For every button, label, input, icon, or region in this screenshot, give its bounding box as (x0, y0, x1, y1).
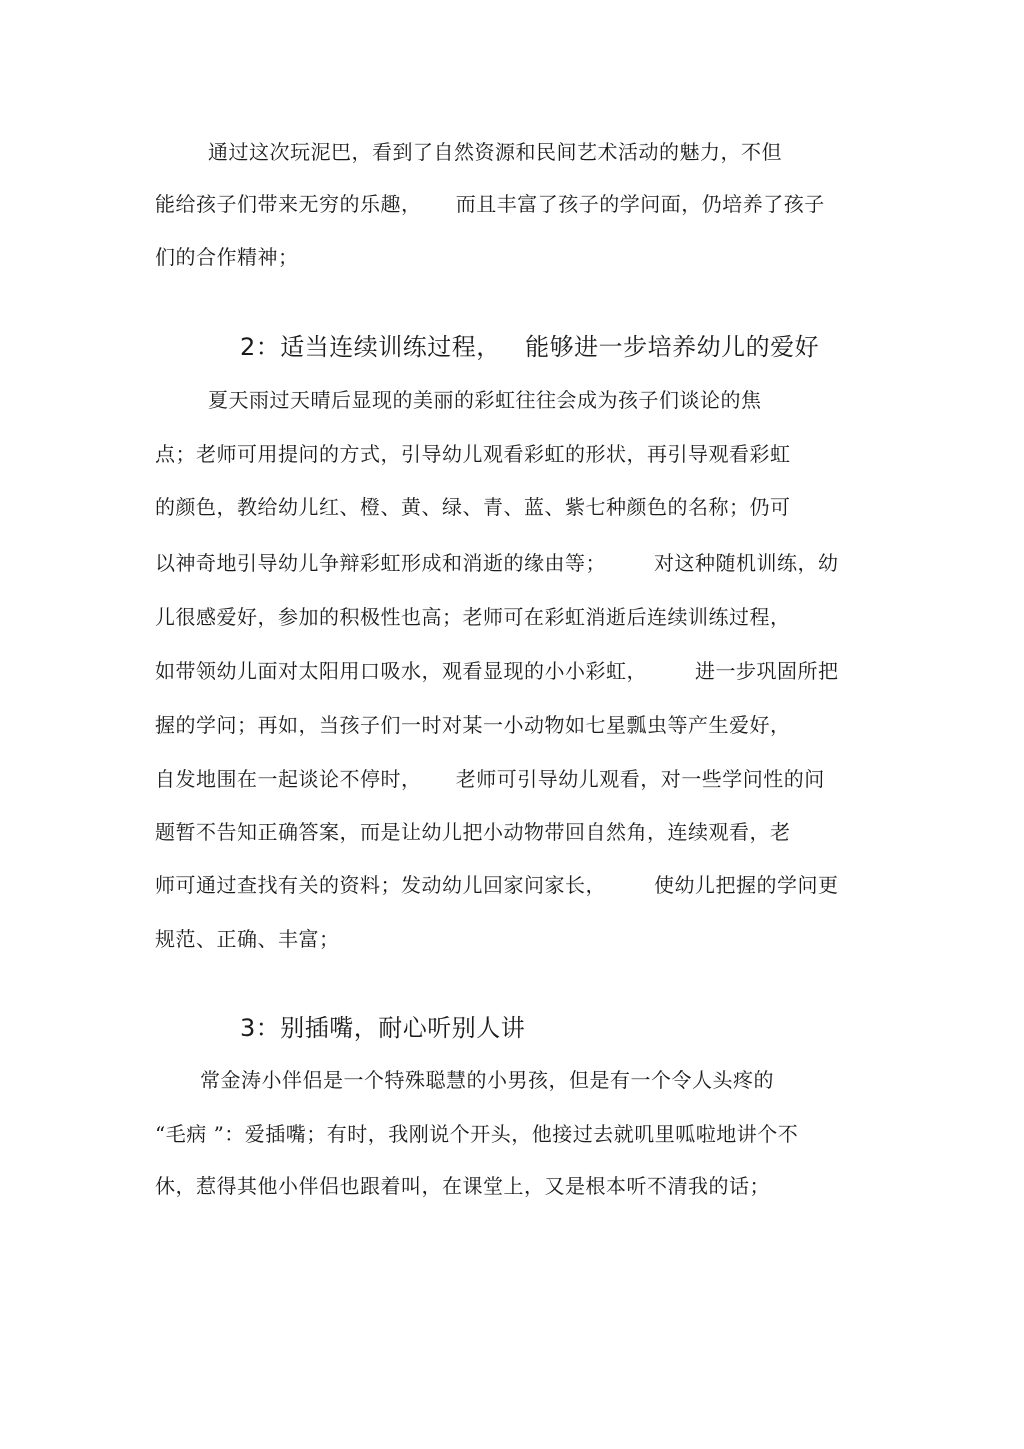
section-2-line-5: 儿很感爱好，参加的积极性也高；老师可在彩虹消逝后连续训练过程， (155, 605, 791, 629)
section-2-line-7: 握的学问；再如，当孩子们一时对某一小动物如七星瓢虫等产生爱好， (155, 713, 791, 737)
section-2-heading: 2：适当连续训练过程， 能够进一步培养幼儿的爱好 (240, 333, 820, 361)
section-2-line-4: 以神奇地引导幼儿争辩彩虹形成和消逝的缘由等； 对这种随机训练，幼 (155, 551, 839, 575)
paragraph-1-line-1: 通过这次玩泥巴，看到了自然资源和民间艺术活动的魅力，不但 (208, 140, 782, 164)
section-2-line-8: 自发地围在一起谈论不停时， 老师可引导幼儿观看，对一些学问性的问 (155, 767, 825, 791)
section-2-line-1: 夏天雨过天晴后显现的美丽的彩虹往往会成为孩子们谈论的焦 (208, 388, 762, 412)
section-3-line-3: 休，惹得其他小伴侣也跟着叫，在课堂上，又是根本听不清我的话； (155, 1174, 770, 1198)
section-2-line-11: 规范、正确、丰富； (155, 927, 340, 951)
section-2-line-2: 点；老师可用提问的方式，引导幼儿观看彩虹的形状，再引导观看彩虹 (155, 442, 791, 466)
paragraph-1-line-2: 能给孩子们带来无穷的乐趣， 而且丰富了孩子的学问面，仍培养了孩子 (155, 192, 825, 216)
section-3-heading: 3：别插嘴，耐心听别人讲 (240, 1014, 526, 1042)
section-2-line-6: 如带领幼儿面对太阳用口吸水，观看显现的小小彩虹， 进一步巩固所把 (155, 659, 839, 683)
section-2-line-9: 题暂不告知正确答案，而是让幼儿把小动物带回自然角，连续观看，老 (155, 820, 791, 844)
section-2-line-10: 师可通过查找有关的资料；发动幼儿回家问家长， 使幼儿把握的学问更 (155, 873, 839, 897)
section-2-line-3: 的颜色，教给幼儿红、橙、黄、绿、青、蓝、紫七种颜色的名称；仍可 (155, 495, 791, 519)
section-3-line-1: 常金涛小伴侣是一个特殊聪慧的小男孩，但是有一个令人头疼的 (200, 1068, 774, 1092)
paragraph-1-line-3: 们的合作精神； (155, 245, 299, 269)
section-3-line-2: “毛病 ”：爱插嘴；有时，我刚说个开头，他接过去就叽里呱啦地讲个不 (155, 1122, 799, 1146)
